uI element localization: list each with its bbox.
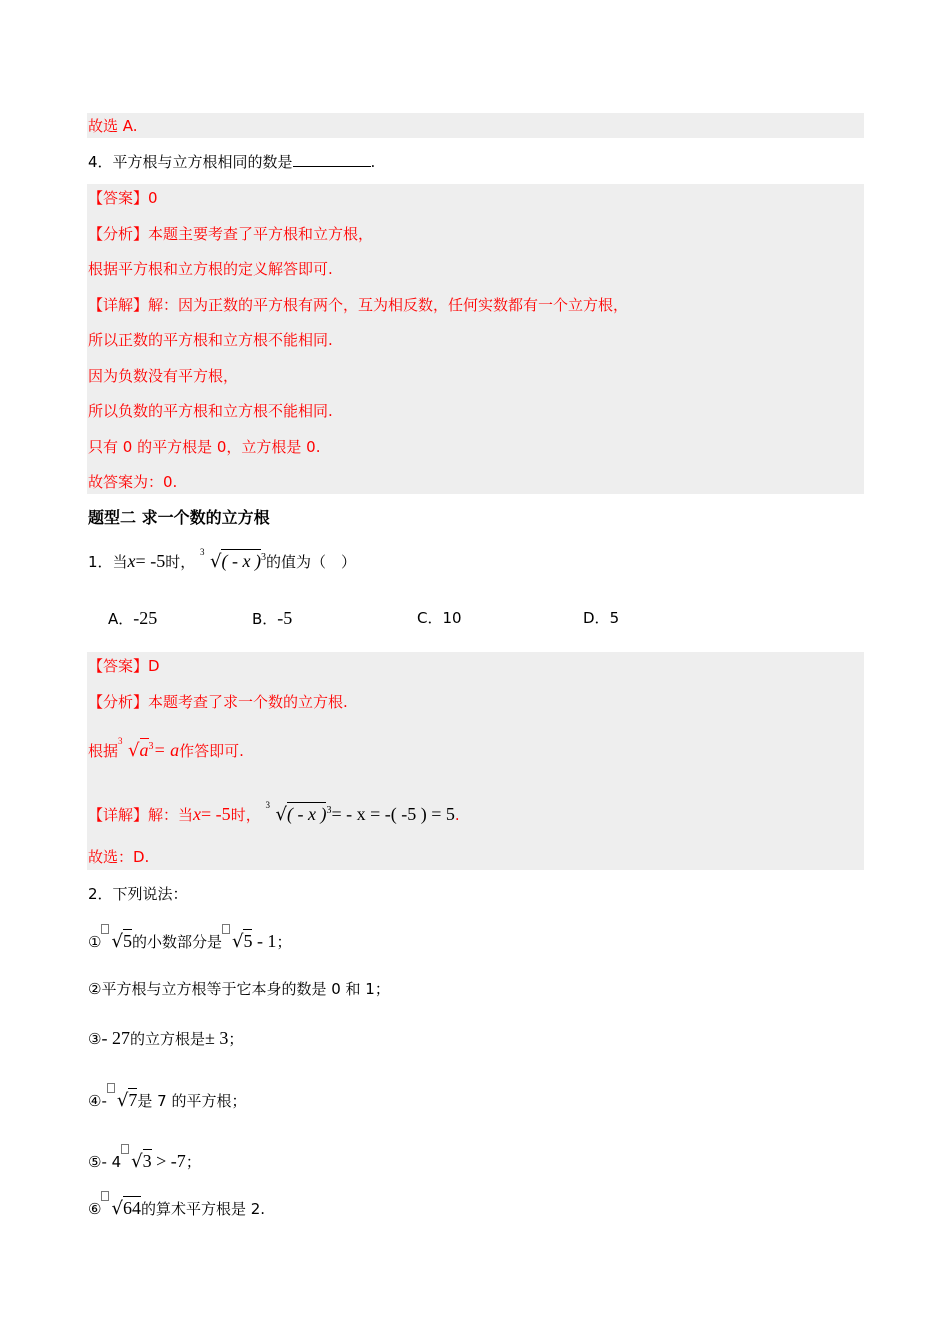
option-c[interactable] (417, 607, 462, 629)
section-title: 题型二 求一个数的立方根 (88, 508, 270, 527)
root-index: 3 (200, 547, 205, 557)
q4-answer (88, 187, 158, 209)
analysis-prefix: 根据 (88, 742, 119, 760)
statement-math: - 1 (252, 931, 277, 951)
option-d[interactable] (583, 607, 619, 629)
statement-end: ； (276, 933, 292, 951)
question-2-stem: 2．下列说法： (88, 885, 188, 903)
statement-2: ②平方根与立方根等于它本身的数是 0 和 1； (88, 980, 390, 998)
variable-x: x (127, 551, 136, 571)
option-value: 5 (609, 609, 620, 627)
root-expression (107, 1087, 137, 1114)
analysis-tag: 【分析】 (88, 225, 149, 243)
exponent: 3 (260, 552, 266, 563)
root-expression (101, 928, 131, 955)
formula-result: = a (153, 740, 180, 760)
root-expression (121, 1148, 151, 1175)
analysis-text: 本题主要考查了平方根和立方根， (148, 225, 374, 243)
radicand: 5 (243, 931, 253, 951)
detail-end: . (454, 806, 460, 824)
detail-prefix: 解：当 (148, 806, 194, 824)
statement-number: ① (88, 933, 102, 951)
statement-3 (88, 1025, 243, 1052)
q4-detail-2: 所以正数的平方根和立方根不能相同. (88, 331, 333, 349)
condition-suffix: 时， (165, 553, 196, 571)
root-index: 3 (265, 800, 270, 810)
question-4-text: 4．平方根与立方根相同的数是 (88, 153, 293, 171)
radical-icon: √ (116, 1090, 129, 1111)
radicand: 3 (142, 1151, 152, 1171)
radical-icon: √ (131, 1151, 143, 1172)
root-index: 3 (118, 736, 123, 746)
question-1-number: 1．当 (88, 553, 128, 571)
radical-icon: √ (275, 804, 287, 825)
statement-number: ⑥ (88, 1200, 102, 1218)
option-label: B． (252, 610, 278, 628)
radicand: ( - x ) (286, 804, 327, 824)
radical-icon: √ (111, 931, 123, 952)
statement-6 (88, 1195, 265, 1222)
condition-value: = -5 (201, 804, 231, 824)
variable-x: x (193, 804, 202, 824)
statement-5 (88, 1148, 201, 1175)
option-a[interactable] (108, 607, 157, 630)
radical-icon: √ (231, 931, 244, 952)
radicand: 64 (122, 1198, 141, 1218)
q4-detail-6: 故答案为：0. (88, 473, 178, 491)
detail-tag: 【详解】 (88, 806, 149, 824)
option-value: -25 (133, 608, 158, 628)
statement-number: ③ (88, 1030, 102, 1048)
detail-text: 解：因为正数的平方根有两个，互为相反数，任何实数都有一个立方根， (148, 296, 629, 314)
root-index-placeholder-icon (101, 1191, 109, 1201)
q4-detail-1 (88, 294, 628, 316)
question-1-tail: 的值为（ ） (265, 553, 356, 571)
statement-text: 的小数部分是 (131, 933, 222, 951)
statement-text: 是 7 的平方根； (137, 1092, 247, 1110)
answer-block-prev (87, 113, 864, 138)
root-expression (101, 1195, 140, 1222)
radical-icon: √ (111, 1198, 123, 1219)
statement-4 (88, 1087, 246, 1114)
option-label: C． (417, 609, 443, 627)
answer-tag: 【答案】 (88, 657, 149, 675)
condition-value: = -5 (135, 551, 166, 571)
root-expression (222, 928, 252, 955)
root-index-placeholder-icon (107, 1083, 115, 1093)
root-index-placeholder-icon (121, 1144, 129, 1154)
radicand: ( - x ) (221, 551, 261, 571)
q4-analysis-1 (88, 223, 373, 245)
analysis-text: 本题考查了求一个数的立方根. (148, 693, 348, 711)
q1-analysis-1 (88, 691, 348, 713)
q1-conclusion: 故选：D. (88, 848, 150, 866)
statement-number: ⑤- 4 (88, 1153, 122, 1171)
question-4-end: . (370, 153, 376, 171)
radical-icon: √ (128, 740, 140, 761)
question-4-stem (88, 151, 375, 173)
statement-math: - 27 (101, 1028, 130, 1048)
statement-number: ④- (88, 1092, 107, 1110)
statement-text: 的算术平方根是 2. (140, 1200, 266, 1218)
radicand: 5 (122, 931, 132, 951)
option-b[interactable] (252, 607, 292, 630)
statement-1 (88, 928, 291, 955)
answer-value: D (148, 657, 160, 675)
detail-computation: = - x = -( -5 ) = 5 (331, 804, 455, 824)
q4-detail-5: 只有 0 的平方根是 0，立方根是 0. (88, 438, 321, 456)
cube-root-expression (265, 797, 331, 829)
q1-analysis-2 (88, 734, 244, 764)
answer-blank (293, 152, 371, 167)
analysis-tag: 【分析】 (88, 693, 149, 711)
root-index-placeholder-icon (222, 924, 230, 934)
exponent: 3 (148, 741, 154, 752)
statement-end: ； (228, 1030, 244, 1048)
answer-tag: 【答案】 (88, 189, 149, 207)
answer-value: 0 (148, 189, 158, 207)
condition-suffix: 时， (230, 806, 261, 824)
root-index-placeholder-icon (101, 924, 109, 934)
cube-root-expression (200, 545, 266, 575)
cube-root-formula (118, 734, 153, 764)
q1-detail (88, 797, 460, 829)
question-1-stem (88, 545, 356, 575)
q4-detail-3: 因为负数没有平方根， (88, 367, 239, 385)
radical-icon: √ (210, 551, 222, 572)
statement-math: > -7 (151, 1151, 186, 1171)
q4-analysis-2: 根据平方根和立方根的定义解答即可. (88, 260, 333, 278)
analysis-suffix: 作答即可. (179, 742, 244, 760)
statement-text: 的立方根是 (129, 1030, 205, 1048)
option-value: 10 (442, 609, 462, 627)
q4-detail-4: 所以负数的平方根和立方根不能相同. (88, 402, 333, 420)
exponent: 3 (326, 805, 332, 816)
detail-tag: 【详解】 (88, 296, 149, 314)
option-label: A． (108, 610, 134, 628)
q1-answer (88, 655, 160, 677)
radicand: a (139, 740, 149, 760)
option-value: -5 (277, 608, 293, 628)
radicand: 7 (128, 1090, 138, 1110)
option-label: D． (583, 609, 610, 627)
prev-conclusion: 故选 A. (88, 117, 138, 135)
statement-end: ； (185, 1153, 201, 1171)
statement-math: ± 3 (204, 1028, 229, 1048)
